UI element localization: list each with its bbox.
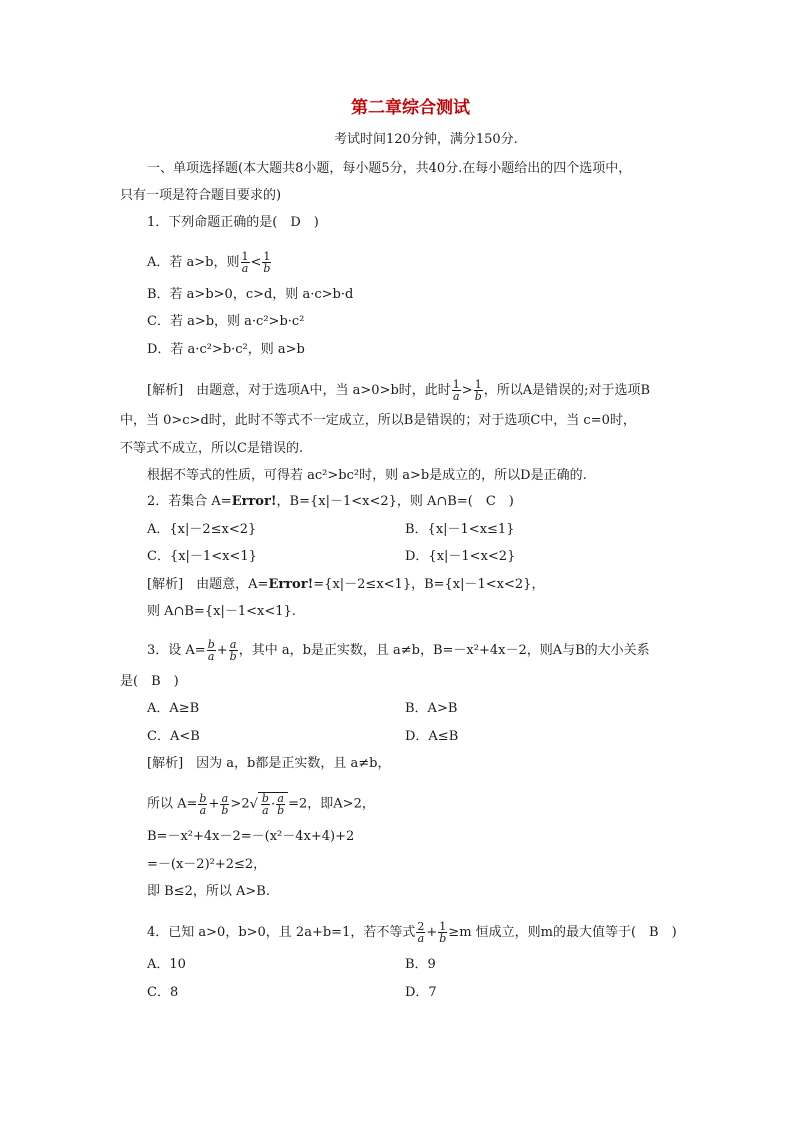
q2-option-a: A．{x|－2≤x<2} — [147, 522, 257, 537]
section-header: 一、单项选择题(本大题共8小题，每小题5分，共40分.在每小题给出的四个选项中， — [147, 161, 632, 176]
q1-analysis-1: [解析] 由题意，对于选项A中，当 a>0>b时，此时 $\frac{1}{a}$ > $\frac{1}{b}$ ，所以A是错误的;对于选项B — [147, 378, 651, 403]
page-title: 第二章综合测试 — [351, 98, 470, 118]
q1-option-a: A．若 a>b，则 $\frac{1}{a}$ < $\frac{1}{b}$ — [147, 250, 271, 275]
section-header-cont: 只有一项是符合题目要求的) — [120, 188, 282, 203]
q3-stem: 3．设 A= $\frac{b}{a}$ + $\frac{a}{b}$ ，其中 a，b是正实数，且 a≠b，B=－x²+4x－2，则A与B的大小关系 — [147, 638, 650, 663]
q3-option-c: C．A<B — [147, 729, 200, 744]
q2-analysis-2: 则 A∩B={x|－1<x<1}. — [147, 604, 296, 619]
q3-analysis-4: =－(x－2)²+2≤2， — [147, 857, 267, 872]
q4-option-d: D．7 — [405, 985, 437, 1000]
q4-option-a: A．10 — [147, 957, 186, 972]
q1-option-d: D．若 a·c²>b·c²，则 a>b — [147, 342, 305, 357]
q3-stem-cont: 是( B ) — [120, 674, 179, 689]
q4-option-b: B．9 — [405, 957, 436, 972]
q3-option-d: D．A≤B — [405, 729, 459, 744]
q3-option-b: B．A>B — [405, 701, 458, 716]
q4-stem: 4．已知 a>0，b>0，且 2a+b=1，若不等式 $\frac{2}{a}$ + $\frac{1}{b}$ ≥m 恒成立，则m的最大值等于( B ) — [147, 920, 677, 945]
q2-option-b: B．{x|－1<x≤1} — [405, 522, 515, 537]
q4-option-c: C．8 — [147, 985, 179, 1000]
q3-option-a: A．A≥B — [147, 701, 200, 716]
q1-analysis-2: 中，当 0>c>d时，此时不等式不一定成立，所以B是错误的；对于选项C中，当 c=0时， — [120, 413, 636, 428]
q3-analysis-3: B=－x²+4x－2=－(x²－4x+4)+2 — [147, 829, 355, 844]
q2-stem: 2．若集合 A=Error!，B={x|－1<x<2}，则 A∩B=( C ) — [147, 494, 514, 509]
q1-analysis-3: 不等式不成立，所以C是错误的. — [120, 441, 304, 456]
q2-option-c: C．{x|－1<x<1} — [147, 549, 257, 564]
q1-stem: 1．下列命题正确的是( D ) — [147, 215, 319, 230]
q1-option-b: B．若 a>b>0，c>d，则 a·c>b·d — [147, 287, 354, 302]
q1-analysis-4: 根据不等式的性质，可得若 ac²>bc²时，则 a>b是成立的，所以D是正确的. — [147, 468, 587, 483]
q3-analysis-1: [解析] 因为 a，b都是正实数，且 a≠b， — [147, 756, 391, 771]
q1-option-c: C．若 a>b，则 a·c²>b·c² — [147, 314, 305, 329]
exam-info: 考试时间120分钟，满分150分. — [334, 132, 518, 147]
q3-analysis-2: 所以 A= $\frac{b}{a}$ + $\frac{a}{b}$ >2√ $\frac{b}{a}$ · $\frac{a}{b}$ =2，即A>2， — [147, 791, 375, 817]
q2-analysis-1: [解析] 由题意，A=Error!={x|－2≤x<1}，B={x|－1<x<2}， — [147, 577, 545, 592]
q3-analysis-5: 即 B≤2，所以 A>B. — [147, 884, 270, 899]
q2-option-d: D．{x|－1<x<2} — [405, 549, 516, 564]
